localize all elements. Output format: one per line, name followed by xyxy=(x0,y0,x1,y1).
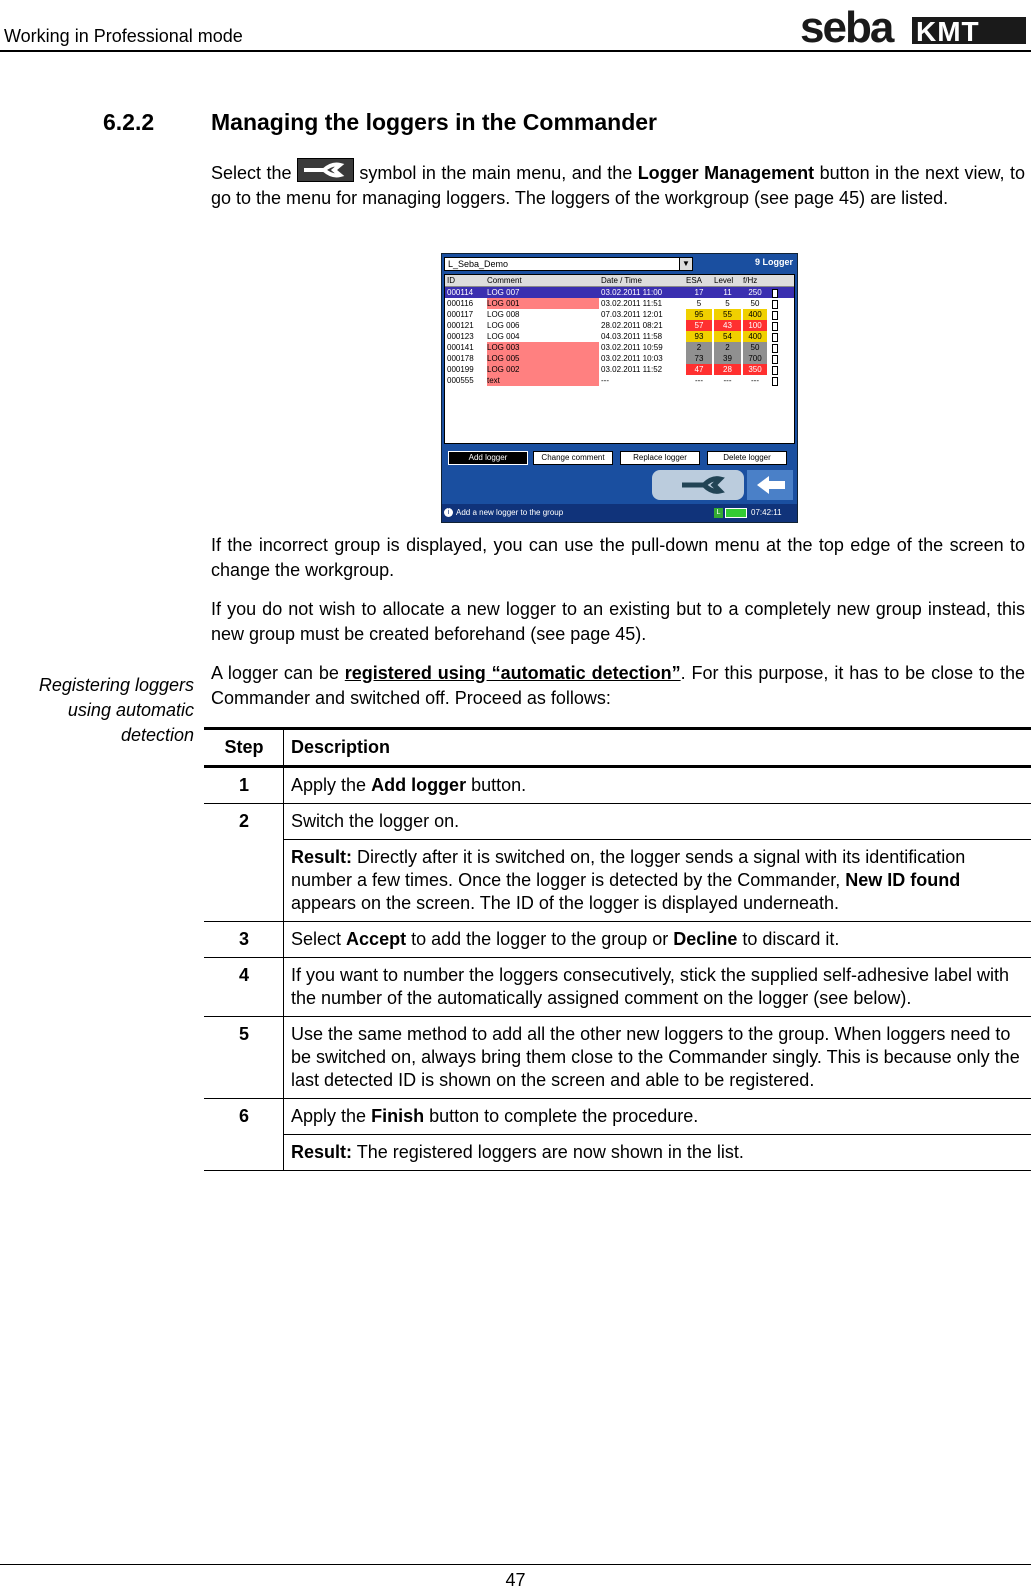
paragraph-new-group: If you do not wish to allocate a new logger to an existing but to a completely new group instead, this new group must be created beforehand (see page 45). xyxy=(211,599,1025,644)
step-number: 3 xyxy=(204,922,284,958)
logger-cell: LOG 003 xyxy=(487,342,599,353)
logger-cell: 28.02.2011 08:21 xyxy=(601,321,663,330)
battery-icon xyxy=(725,508,747,518)
commander-screenshot xyxy=(441,253,798,523)
logger-cell: LOG 008 xyxy=(487,309,599,320)
logger-cell: 350 xyxy=(743,364,767,375)
table-row xyxy=(204,1099,1031,1135)
logger-cell: 03.02.2011 10:03 xyxy=(601,354,663,363)
logger-cell: 000116 xyxy=(447,299,474,308)
logger-cell: 250 xyxy=(748,288,762,297)
table-row xyxy=(204,1017,1031,1099)
logger-cell: 400 xyxy=(743,309,767,320)
group-dropdown[interactable]: L_Seba_Demo ▼ xyxy=(444,257,693,271)
steps-table xyxy=(204,727,1031,1171)
logger-status-icon xyxy=(772,311,778,320)
logger-cell: 54 xyxy=(714,331,741,342)
logger-row[interactable] xyxy=(445,364,794,375)
logger-row[interactable] xyxy=(445,342,794,353)
col-comment[interactable]: Comment xyxy=(487,276,522,285)
logger-cell: 11 xyxy=(723,288,732,297)
header-step: Step xyxy=(204,729,284,767)
logger-cell: LOG 007 xyxy=(487,288,520,297)
logger-status-icon xyxy=(772,355,778,364)
logger-cell: text xyxy=(487,375,599,386)
step-description: If you want to number the loggers consecutively, stick the supplied self-adhesive label with the number of the automatically assigned comment on the logger (see below). xyxy=(284,958,1031,1017)
footer-rule xyxy=(0,1564,1031,1565)
step-number: 6 xyxy=(204,1099,284,1171)
logger-cell: 50 xyxy=(743,298,767,309)
logger-cell: 100 xyxy=(743,320,767,331)
dropdown-arrow-icon[interactable]: ▼ xyxy=(679,258,692,270)
logger-cell: 50 xyxy=(743,342,767,353)
logger-cell: 000199 xyxy=(447,365,474,374)
logger-cell: 03.02.2011 10:59 xyxy=(601,343,663,352)
logger-row[interactable] xyxy=(445,309,794,320)
logger-cell: 47 xyxy=(686,364,712,375)
sebakmt-logo xyxy=(800,8,1028,48)
logger-cell: --- xyxy=(686,375,712,386)
paragraph-incorrect-group: If the incorrect group is displayed, you can use the pull-down menu at the top edge of the screen to change the workgroup. xyxy=(211,535,1025,580)
logger-cell: LOG 006 xyxy=(487,320,599,331)
step-number: 1 xyxy=(204,767,284,804)
svg-text:KMT: KMT xyxy=(916,16,980,47)
logger-cell: 95 xyxy=(686,309,712,320)
logger-cell: 000114 xyxy=(447,288,474,297)
logger-cell: 04.03.2011 11:58 xyxy=(601,332,663,341)
logger-cell: --- xyxy=(714,375,741,386)
table-row xyxy=(204,804,1031,840)
step-description: Select Accept to add the logger to the group or Decline to discard it. xyxy=(284,922,1031,958)
logger-cell: --- xyxy=(601,376,609,385)
step-result: Result: Directly after it is switched on, the logger sends a signal with its identification number a few times. Once the logger is detected by the Commander, New ID found appears on the screen. The ID of the logger is displayed underneath. xyxy=(284,840,1031,922)
col-date[interactable]: Date / Time xyxy=(601,276,642,285)
battery-label: L xyxy=(714,508,723,518)
logger-cell: 43 xyxy=(714,320,741,331)
logger-status-icon xyxy=(772,322,778,331)
logger-cell: 000123 xyxy=(447,332,474,341)
logger-cell: 000141 xyxy=(447,343,474,352)
logger-cell: 5 xyxy=(686,298,712,309)
logger-cell: 400 xyxy=(743,331,767,342)
section-number: 6.2.2 xyxy=(103,109,155,135)
logger-cell: 17 xyxy=(694,288,704,297)
logger-status-icon xyxy=(772,289,778,298)
logger-cell: 93 xyxy=(686,331,712,342)
logger-cell: 57 xyxy=(686,320,712,331)
logger-cell: 39 xyxy=(714,353,741,364)
logger-table xyxy=(444,274,795,444)
table-row xyxy=(204,1135,1031,1171)
logger-count: 9 Logger xyxy=(754,257,793,267)
intro-paragraph: Select the symbol in the main menu, and the Logger Management button in the next view, to go to the menu for managing loggers. The loggers of the workgroup (see page 45) are listed. xyxy=(211,158,1025,211)
replace-logger-button[interactable]: Replace logger xyxy=(620,451,700,465)
step-description: Apply the Finish button to complete the procedure. xyxy=(284,1099,1031,1135)
logger-cell: 07.03.2011 12:01 xyxy=(601,310,663,319)
status-bar xyxy=(442,504,797,522)
logger-cell: 55 xyxy=(714,309,741,320)
change-comment-button[interactable]: Change comment xyxy=(533,451,613,465)
svg-text:seba: seba xyxy=(800,8,893,48)
step-description: Apply the Add logger button. xyxy=(284,767,1031,804)
header-rule xyxy=(0,50,1031,52)
logger-row[interactable] xyxy=(445,375,794,386)
paragraph-automatic-detection: A logger can be registered using “automatic detection”. For this purpose, it has to be close to the Commander and switched off. Proceed as follows: xyxy=(211,663,1025,708)
logger-cell: 28 xyxy=(714,364,741,375)
margin-note: Registering loggers using automatic detection xyxy=(38,675,194,745)
logger-status-icon xyxy=(772,300,778,309)
wrench-icon xyxy=(652,470,744,500)
logger-cell: 2 xyxy=(714,342,741,353)
logger-cell: LOG 001 xyxy=(487,298,599,309)
logger-cell: 000117 xyxy=(447,310,474,319)
logger-cell: 5 xyxy=(714,298,741,309)
step-result: Result: The registered loggers are now shown in the list. xyxy=(284,1135,1031,1171)
logger-row[interactable] xyxy=(445,320,794,331)
col-level[interactable]: Level xyxy=(714,276,734,285)
add-logger-button[interactable]: Add logger xyxy=(448,451,528,465)
logger-status-icon xyxy=(772,377,778,386)
logger-cell: 03.02.2011 11:51 xyxy=(601,299,663,308)
page-number: 47 xyxy=(505,1570,526,1590)
step-description: Use the same method to add all the other new loggers to the group. When loggers need to be switched on, always bring them close to the Commander singly. This is because only the last detected ID is shown on the screen and able to be registered. xyxy=(284,1017,1031,1099)
step-number: 5 xyxy=(204,1017,284,1099)
delete-logger-button[interactable]: Delete logger xyxy=(707,451,787,465)
logger-status-icon xyxy=(772,333,778,342)
logger-row[interactable] xyxy=(445,298,794,309)
section-title: Managing the loggers in the Commander xyxy=(211,109,657,135)
wrench-icon xyxy=(297,158,354,182)
logger-cell: 2 xyxy=(686,342,712,353)
col-fhz[interactable]: f/Hz xyxy=(743,276,758,285)
logger-cell: 000121 xyxy=(447,321,474,330)
col-esa[interactable]: ESA xyxy=(686,276,703,285)
table-row xyxy=(204,922,1031,958)
logger-cell: 73 xyxy=(686,353,712,364)
logger-row[interactable] xyxy=(445,331,794,342)
info-icon: i xyxy=(444,508,453,517)
logger-cell: 03.02.2011 11:00 xyxy=(601,288,663,297)
logger-status-icon xyxy=(772,344,778,353)
logger-cell: 000555 xyxy=(447,376,474,385)
table-header xyxy=(204,729,1031,767)
table-row xyxy=(204,958,1031,1017)
logger-cell: 700 xyxy=(743,353,767,364)
logger-cell: 000178 xyxy=(447,354,474,363)
logger-row[interactable] xyxy=(445,353,794,364)
table-row xyxy=(204,840,1031,922)
running-header: Working in Professional mode xyxy=(4,26,243,46)
status-text: Add a new logger to the group xyxy=(456,508,564,517)
col-id[interactable]: ID xyxy=(447,276,455,285)
logger-row[interactable] xyxy=(445,287,794,298)
header-description: Description xyxy=(284,729,1031,767)
logger-status-icon xyxy=(772,366,778,375)
logger-cell: --- xyxy=(743,375,767,386)
clock: 07:42:11 xyxy=(751,508,782,517)
logger-cell: LOG 002 xyxy=(487,364,599,375)
step-number: 2 xyxy=(204,804,284,922)
automatic-detection-link[interactable]: registered using “automatic detection” xyxy=(344,663,681,683)
logger-cell: 03.02.2011 11:52 xyxy=(601,365,663,374)
logger-cell: LOG 004 xyxy=(487,331,599,342)
settings-wrench-button[interactable] xyxy=(652,470,744,500)
back-arrow-icon xyxy=(747,470,793,500)
table-row xyxy=(204,767,1031,804)
step-number: 4 xyxy=(204,958,284,1017)
step-description: Switch the logger on. xyxy=(284,804,1031,840)
logger-cell: LOG 005 xyxy=(487,353,599,364)
back-button[interactable] xyxy=(747,470,793,500)
